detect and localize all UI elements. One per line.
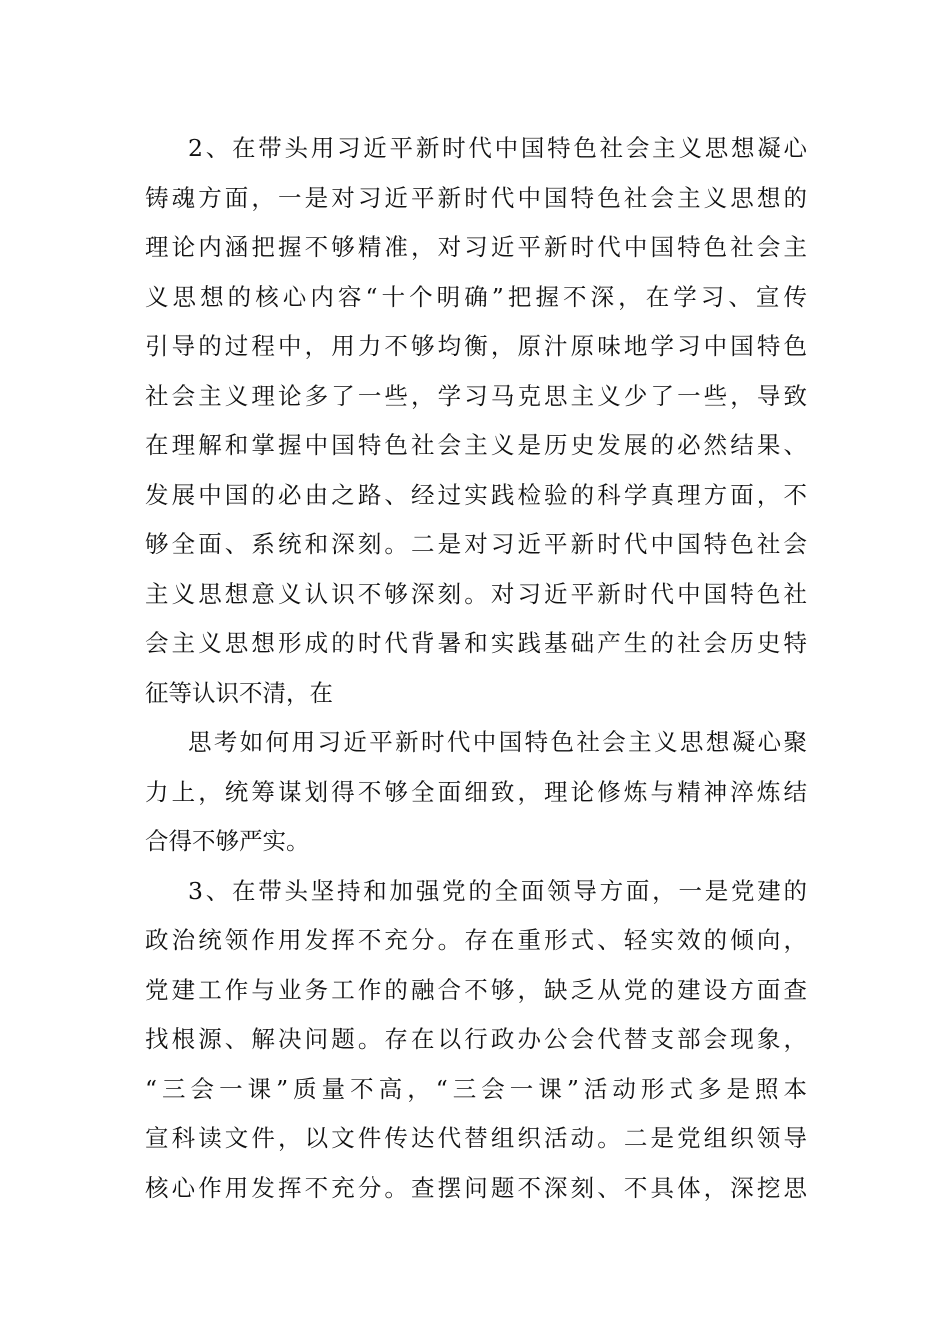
text-line: 思考如何用习近平新时代中国特色社会主义思想凝心聚 xyxy=(188,728,807,756)
text-line: 够全面、系统和深刻。二是对习近平新时代中国特色社会 xyxy=(145,530,807,558)
text-line: 在理解和掌握中国特色社会主义是历史发展的必然结果、 xyxy=(145,431,807,459)
text-line: 3、在带头坚持和加强党的全面领导方面，一是党建的 xyxy=(188,876,807,905)
text-line: 社会主义理论多了一些，学习马克思主义少了一些，导致 xyxy=(145,381,807,410)
text-line: 政治统领作用发挥不充分。存在重形式、轻实效的倾向， xyxy=(145,926,807,954)
text-line: 党建工作与业务工作的融合不够，缺乏从党的建设方面查 xyxy=(145,975,807,1004)
paragraph-3 xyxy=(145,867,807,1214)
text-line: 铸魂方面，一是对习近平新时代中国特色社会主义思想的 xyxy=(145,183,807,212)
paragraph-1 xyxy=(145,124,807,718)
text-line: 核心作用发挥不充分。查摆问题不深刻、不具体，深挖思 xyxy=(145,1173,807,1202)
text-line: 合得不够严实。 xyxy=(145,827,310,855)
text-line: 征等认识不清，在 xyxy=(145,678,333,707)
text-line: “三会一课”质量不高，“三会一课”活动形式多是照本 xyxy=(145,1074,807,1103)
text-line: 会主义思想形成的时代背暑和实践基础产生的社会历史特 xyxy=(145,629,807,657)
text-line: 主义思想意义认识不够深刻。对习近平新时代中国特色社 xyxy=(145,579,807,608)
document-body xyxy=(145,124,807,1213)
text-line: 义思想的核心内容“十个明确”把握不深，在学习、宣传 xyxy=(145,282,807,311)
text-line: 力上，统筹谋划得不够全面细致，理论修炼与精神淬炼结 xyxy=(145,777,807,806)
text-line: 找根源、解决问题。存在以行政办公会代替支部会现象， xyxy=(145,1025,807,1053)
paragraph-2 xyxy=(145,718,807,867)
text-line: 引导的过程中，用力不够均衡，原汁原味地学习中国特色 xyxy=(145,332,807,360)
text-line: 理论内涵把握不够精准，对习近平新时代中国特色社会主 xyxy=(145,233,807,261)
text-line: 2、在带头用习近平新时代中国特色社会主义思想凝心 xyxy=(188,134,807,162)
text-line: 宣科读文件，以文件传达代替组织活动。二是党组织领导 xyxy=(145,1124,807,1152)
text-line: 发展中国的必由之路、经过实践检验的科学真理方面，不 xyxy=(145,480,807,509)
